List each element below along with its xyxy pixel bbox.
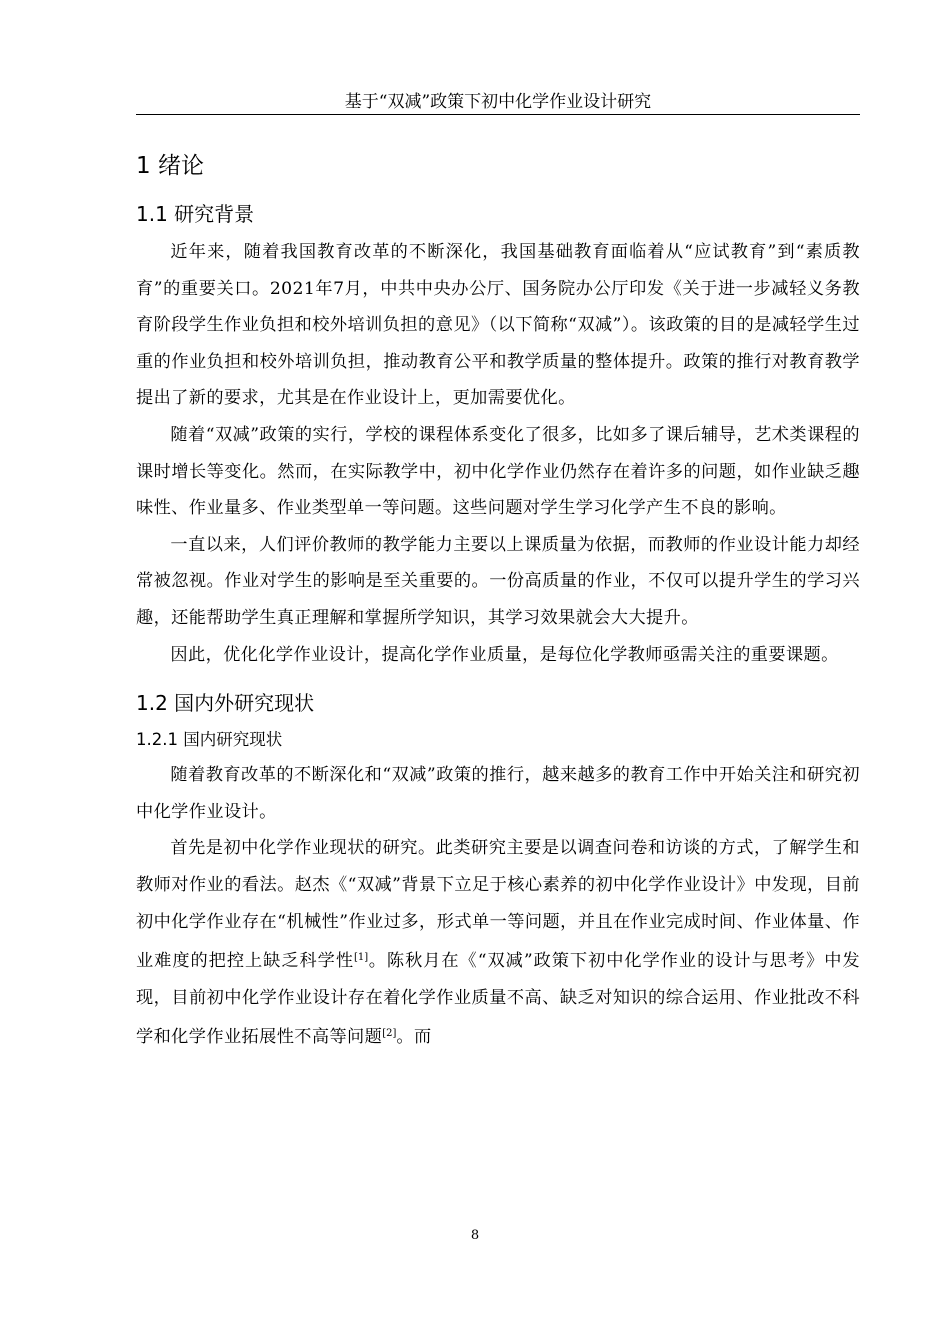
paragraph: 近年来，随着我国教育改革的不断深化，我国基础教育面临着从“应试教育”到“素质教育”的重要关口。2021年7月，中共中央办公厅、国务院办公厅印发《关于进一步减轻义务教育阶段学生作业负担和校外培训负担的意见》（以下简称“双减”）。该政策的目的是减轻学生过重的作业负担和校外培训负担，推动教育公平和教学质量的整体提升。政策的推行对教育教学提出了新的要求，尤其是在作业设计上，更加需要优化。 [136,242,860,409]
paragraph [136,830,860,1056]
paragraph: 随着“双减”政策的实行，学校的课程体系变化了很多，比如多了课后辅导，艺术类课程的课时增长等变化。然而，在实际教学中，初中化学作业仍然存在着许多的问题，如作业缺乏趣味性、作业量多、作业类型单一等问题。这些问题对学生学习化学产生不良的影响。 [136,424,860,519]
subsection-heading-1-2-1: 1.2.1 国内研究现状 [136,730,283,750]
paragraph-text: 。陈秋月在《“双减”政策下初中化学作业的设计与思考》中发现，目前初中化学作业设计存在着化学作业质量不高、缺乏对知识的综合运用、作业批改不科学和化学作业拓展性不高等问题 [136,951,860,1048]
citation-marker[interactable]: [1] [353,952,369,964]
paragraph: 随着教育改革的不断深化和“双减”政策的推行，越来越多的教育工作中开始关注和研究初中化学作业设计。 [136,765,860,822]
citation-marker[interactable]: [2] [382,1028,397,1040]
paragraph-text: 首先是初中化学作业现状的研究。此类研究主要是以调查问卷和访谈的方式，了解学生和教师对作业的看法。赵杰《“双减”背景下立足于核心素养的初中化学作业设计》中发现，目前初中化学作业存在“机械性”作业过多，形式单一等问题，并且在作业完成时间、作业体量、作业难度的把控上缺乏科学性 [136,838,860,972]
paragraph: 一直以来，人们评价教师的教学能力主要以上课质量为依据，而教师的作业设计能力却经常被忽视。作业对学生的影响是至关重要的。一份高质量的作业，不仅可以提升学生的学习兴趣，还能帮助学生真正理解和掌握所学知识，其学习效果就会大大提升。 [136,534,860,628]
section-heading-1-2: 1.2 国内外研究现状 [136,691,315,716]
chapter-title: 1 绪论 [136,153,204,179]
running-header: 基于“双减”政策下初中化学作业设计研究 [344,92,652,112]
section-heading-1-1: 1.1 研究背景 [136,202,255,226]
paragraph-text: 。而 [396,1027,432,1048]
page-body [136,140,860,1056]
page-number: 8 [470,1228,480,1243]
header-rule [136,114,860,115]
paragraph: 因此，优化化学作业设计，提高化学作业质量，是每位化学教师亟需关注的重要课题。 [170,644,839,665]
